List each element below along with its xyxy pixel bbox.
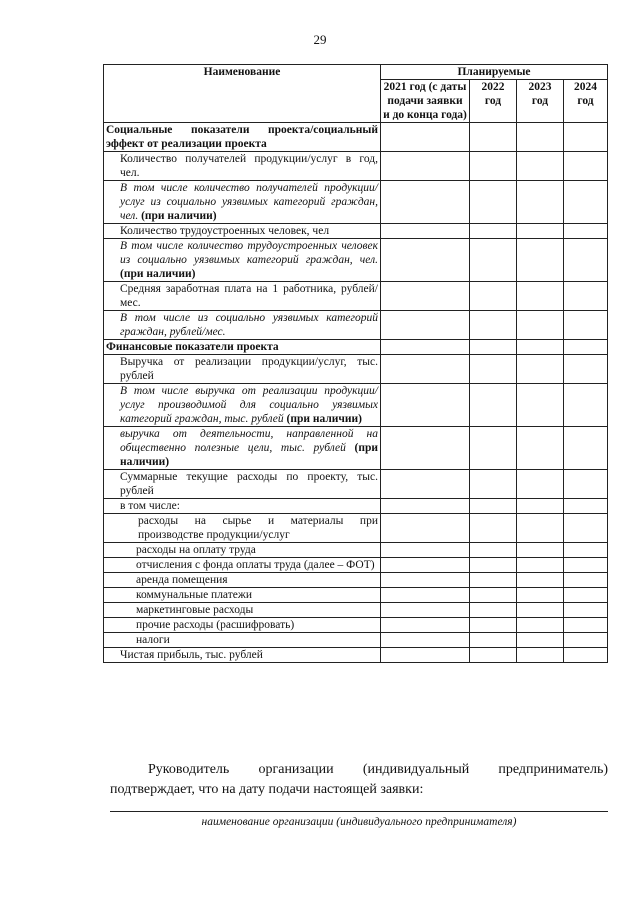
table-row (104, 499, 608, 514)
indicator-label: расходы на сырье и материалы при производстве продукции/услуг (138, 515, 378, 541)
value-cell[interactable] (564, 355, 608, 384)
value-cell[interactable] (470, 181, 517, 224)
indicator-label: В том числе количество получателей продукции/услуг из социально уязвимых категорий граждан, чел. (120, 182, 378, 222)
indicator-label: Количество получателей продукции/услуг в год, чел. (120, 153, 378, 179)
indicator-label: Чистая прибыль, тыс. рублей (120, 649, 263, 661)
value-cell[interactable] (381, 499, 470, 514)
indicator-label: Средняя заработная плата на 1 работника, рублей/мес. (120, 283, 378, 309)
indicator-label: прочие расходы (расшифровать) (136, 619, 295, 631)
value-cell[interactable] (470, 311, 517, 340)
value-cell[interactable] (517, 603, 564, 618)
table-row (104, 427, 608, 470)
value-cell[interactable] (381, 633, 470, 648)
table-row (104, 633, 608, 648)
value-cell[interactable] (517, 224, 564, 239)
value-cell[interactable] (470, 648, 517, 663)
value-cell[interactable] (517, 239, 564, 282)
table-row (104, 239, 608, 282)
year-header-2023: 2023 год (517, 80, 564, 123)
value-cell[interactable] (470, 499, 517, 514)
indicator-name-cell (104, 282, 381, 311)
value-cell[interactable] (517, 282, 564, 311)
value-cell[interactable] (517, 470, 564, 499)
value-cell[interactable] (517, 648, 564, 663)
year-header-2021: 2021 год (с даты подачи заявки и до конца года) (381, 80, 470, 123)
indicator-name-cell (104, 340, 381, 355)
value-cell[interactable] (517, 543, 564, 558)
statement-text (110, 760, 608, 800)
value-cell[interactable] (381, 152, 470, 181)
value-cell[interactable] (517, 633, 564, 648)
value-cell[interactable] (381, 603, 470, 618)
indicator-name-cell (104, 648, 381, 663)
value-cell[interactable] (517, 618, 564, 633)
value-cell[interactable] (517, 384, 564, 427)
value-cell[interactable] (381, 558, 470, 573)
statement-paragraph: Руководитель организации (индивидуальный предприниматель) подтверждает, что на дату подачи настоящей заявки: (110, 762, 608, 797)
value-cell[interactable] (470, 618, 517, 633)
table-row (104, 384, 608, 427)
indicator-name-cell (104, 603, 381, 618)
indicator-name-cell (104, 384, 381, 427)
indicator-label: отчисления с фонда оплаты труда (далее – ФОТ) (136, 559, 375, 571)
value-cell[interactable] (381, 514, 470, 543)
value-cell[interactable] (381, 355, 470, 384)
value-cell[interactable] (381, 573, 470, 588)
value-cell[interactable] (564, 152, 608, 181)
value-cell[interactable] (564, 558, 608, 573)
value-cell[interactable] (517, 558, 564, 573)
value-cell[interactable] (517, 355, 564, 384)
table-row (104, 311, 608, 340)
table-body (104, 123, 608, 663)
value-cell[interactable] (564, 543, 608, 558)
indicator-name-cell (104, 181, 381, 224)
value-cell[interactable] (470, 633, 517, 648)
indicator-name-cell (104, 355, 381, 384)
value-cell[interactable] (381, 648, 470, 663)
indicator-label: В том числе выручка от реализации продукции/услуг производимой для социально уязвимых категорий граждан, тыс. рублей (120, 385, 378, 425)
value-cell[interactable] (381, 543, 470, 558)
if-available-note: (при наличии) (120, 442, 378, 468)
planned-indicators-table (103, 64, 608, 663)
table-row (104, 282, 608, 311)
indicator-label: расходы на оплату труда (136, 544, 256, 556)
table-row (104, 603, 608, 618)
value-cell[interactable] (564, 470, 608, 499)
value-cell[interactable] (381, 181, 470, 224)
signature-line (110, 811, 608, 812)
value-cell[interactable] (517, 499, 564, 514)
value-cell[interactable] (564, 499, 608, 514)
indicator-label: Финансовые показатели проекта (106, 341, 279, 353)
table-row (104, 181, 608, 224)
indicator-name-cell (104, 224, 381, 239)
table-row (104, 558, 608, 573)
value-cell[interactable] (470, 384, 517, 427)
table-row (104, 224, 608, 239)
value-cell[interactable] (470, 514, 517, 543)
value-cell[interactable] (517, 340, 564, 355)
value-cell[interactable] (470, 470, 517, 499)
table-header-row (104, 65, 608, 80)
table-row (104, 573, 608, 588)
planned-column-header: Планируемые (381, 65, 608, 80)
value-cell[interactable] (517, 311, 564, 340)
indicator-name-cell (104, 588, 381, 603)
table-row (104, 123, 608, 152)
indicator-label: Суммарные текущие расходы по проекту, тыс. рублей (120, 471, 378, 497)
table-row (104, 470, 608, 499)
year-header-2022: 2022 год (470, 80, 517, 123)
year-header-2024: 2024 год (564, 80, 608, 123)
value-cell[interactable] (564, 514, 608, 543)
value-cell[interactable] (470, 152, 517, 181)
value-cell[interactable] (517, 573, 564, 588)
value-cell[interactable] (381, 618, 470, 633)
table-row (104, 648, 608, 663)
name-column-header: Наименование (104, 65, 381, 123)
value-cell[interactable] (564, 340, 608, 355)
table-row (104, 340, 608, 355)
indicator-name-cell (104, 633, 381, 648)
indicator-label: Выручка от реализации продукции/услуг, тыс. рублей (120, 356, 378, 382)
value-cell[interactable] (470, 224, 517, 239)
table-row (104, 588, 608, 603)
indicator-label: коммунальные платежи (136, 589, 252, 601)
value-cell[interactable] (564, 282, 608, 311)
value-cell[interactable] (564, 618, 608, 633)
value-cell[interactable] (470, 355, 517, 384)
indicator-name-cell (104, 499, 381, 514)
indicator-name-cell (104, 543, 381, 558)
indicator-name-cell (104, 618, 381, 633)
value-cell[interactable] (381, 282, 470, 311)
indicator-name-cell (104, 558, 381, 573)
value-cell[interactable] (381, 123, 470, 152)
indicator-label: налоги (136, 634, 170, 646)
value-cell[interactable] (381, 470, 470, 499)
indicator-name-cell (104, 573, 381, 588)
value-cell[interactable] (381, 224, 470, 239)
value-cell[interactable] (564, 311, 608, 340)
value-cell[interactable] (470, 603, 517, 618)
if-available-note: (при наличии) (120, 268, 196, 280)
value-cell[interactable] (381, 340, 470, 355)
indicator-label: выручка от деятельности, направленной на общественно полезные цели, тыс. рублей (120, 428, 378, 454)
value-cell[interactable] (470, 573, 517, 588)
indicator-label: маркетинговые расходы (136, 604, 254, 616)
value-cell[interactable] (517, 588, 564, 603)
indicator-label: Количество трудоустроенных человек, чел (120, 225, 330, 237)
indicator-name-cell (104, 152, 381, 181)
if-available-note: (при наличии) (283, 413, 362, 425)
value-cell[interactable] (564, 603, 608, 618)
if-available-note: (при наличии) (138, 210, 217, 222)
value-cell[interactable] (517, 181, 564, 224)
value-cell[interactable] (470, 239, 517, 282)
value-cell[interactable] (564, 384, 608, 427)
value-cell[interactable] (470, 282, 517, 311)
table-row (104, 514, 608, 543)
value-cell[interactable] (564, 239, 608, 282)
value-cell[interactable] (517, 123, 564, 152)
page-number: 29 (313, 32, 327, 47)
value-cell[interactable] (381, 384, 470, 427)
value-cell[interactable] (470, 123, 517, 152)
value-cell[interactable] (564, 427, 608, 470)
indicator-label: аренда помещения (136, 574, 228, 586)
value-cell[interactable] (564, 123, 608, 152)
indicator-name-cell (104, 470, 381, 499)
value-cell[interactable] (470, 543, 517, 558)
value-cell[interactable] (517, 427, 564, 470)
value-cell[interactable] (381, 427, 470, 470)
value-cell[interactable] (381, 311, 470, 340)
indicator-name-cell (104, 311, 381, 340)
value-cell[interactable] (564, 633, 608, 648)
value-cell[interactable] (470, 588, 517, 603)
indicator-name-cell (104, 514, 381, 543)
indicator-label: в том числе: (120, 500, 180, 512)
value-cell[interactable] (381, 239, 470, 282)
value-cell[interactable] (470, 340, 517, 355)
indicator-label: Социальные показатели проекта/социальный эффект от реализации проекта (106, 124, 378, 150)
signature-caption: наименование организации (индивидуального предпринимателя) (201, 816, 517, 828)
table-row (104, 543, 608, 558)
value-cell[interactable] (517, 152, 564, 181)
value-cell[interactable] (564, 224, 608, 239)
value-cell[interactable] (470, 558, 517, 573)
value-cell[interactable] (564, 588, 608, 603)
indicator-name-cell (104, 123, 381, 152)
table-row (104, 152, 608, 181)
table-row (104, 355, 608, 384)
indicator-label: В том числе количество трудоустроенных человек из социально уязвимых категорий граждан, чел. (120, 240, 378, 266)
value-cell[interactable] (381, 588, 470, 603)
value-cell[interactable] (564, 648, 608, 663)
indicator-name-cell (104, 239, 381, 282)
indicator-name-cell (104, 427, 381, 470)
value-cell[interactable] (470, 427, 517, 470)
value-cell[interactable] (564, 181, 608, 224)
value-cell[interactable] (517, 514, 564, 543)
table-row (104, 618, 608, 633)
value-cell[interactable] (564, 573, 608, 588)
indicator-label: В том числе из социально уязвимых категорий граждан, рублей/мес. (120, 312, 378, 338)
